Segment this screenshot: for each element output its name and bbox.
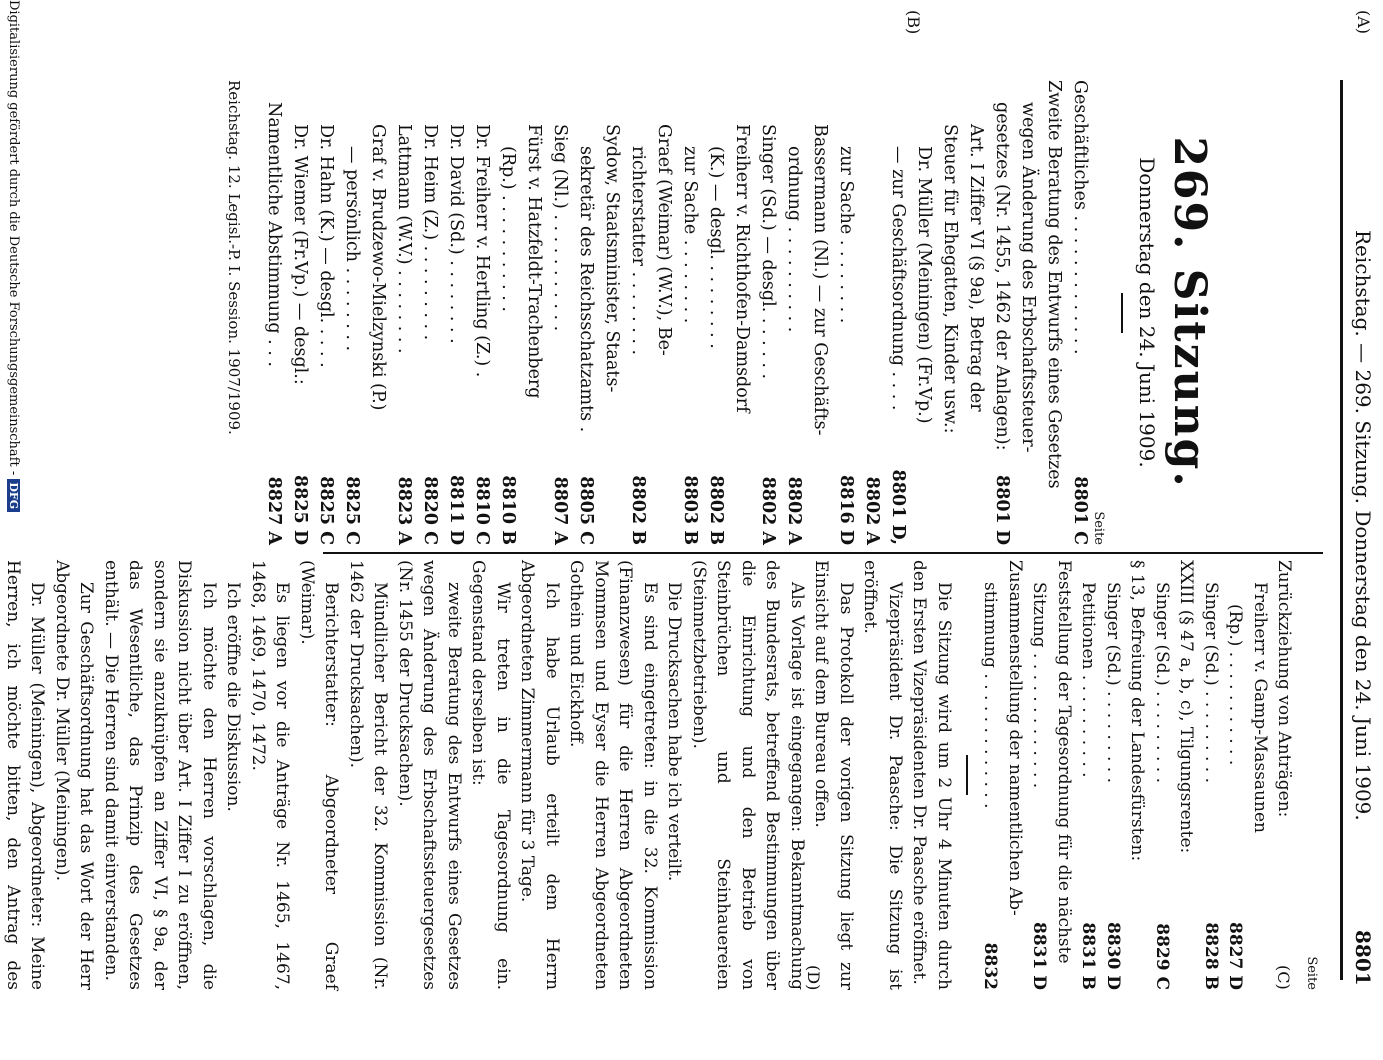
toc-entry-text: sekretär des Reichsschatzamts . [576,146,596,433]
toc-entry [833,80,859,545]
toc-entry-page: 8827 A [264,476,284,545]
toc-entry-page [599,485,625,545]
toc-entry-text: Geschäftliches . . . . . . . . . . . . . [1070,80,1090,355]
digitization-notice: Digitalisierung gefördert durch die Deutsche Forschungsgemeinschaft - DFG [1,0,21,1060]
toc-entry-page: 8825 C [316,476,336,545]
dfg-logo-icon: DFG [7,479,20,512]
toc-entry-text: Graf v. Brudzewo-Mielzynski (P.) [368,124,388,411]
toc-entry-text: Dr. Freiherr v. Hertling (Z.) . [472,124,492,378]
toc-entry [495,80,521,545]
toc-entry-page: 8802 A [758,476,778,545]
toc-entry-text: (K.) — desgl. . . . . . . . . [706,146,726,349]
toc-entry-page: 8816 D [836,475,856,545]
toc-entry-page [807,485,833,545]
running-header [1343,0,1383,1000]
toc-entry [729,80,755,545]
toc-entry-page: 8803 B [680,475,700,545]
toc-entry-page: 8829 C [1152,923,1172,990]
toc-entry-page [1052,964,1077,1024]
paragraph: Ich möchte den Herren vorschlagen, die Diskussion nicht über Art. I Ziffer I zu eröffnen, sondern sie anzuknüpfen an Ziffer VI, § 9a, der das Wesentliche, das Prinzip des Gesetzes enthält. — Die Herren sind damit einverstanden. [101,560,219,990]
toc-entry-text: ordnung . . . . . . . . . . [784,146,804,333]
session-title: 269. Sitzung. [1164,136,1215,489]
session-date: Donnerstag den 24. Juni 1909. [1135,157,1159,468]
toc-entry-page [963,485,989,545]
toc-entry-page [1041,489,1067,549]
toc-entry [963,80,989,545]
toc-entry-text: § 13, Befreiung der Landesfürsten: [1127,560,1148,862]
toc-entry-text: zur Sache . . . . . . . . [836,146,856,324]
paragraph: Es liegen vor die Anträge Nr. 1465, 1467, 1468, 1469, 1470, 1472. [248,560,293,990]
seite-label-right: Seite [1304,956,1319,990]
toc-entry [859,80,885,545]
toc-entry-page: 8820 C [420,476,440,545]
toc-entry-page: 8832 [980,942,1001,990]
toc-entry-text: Dr. Heim (Z.) . . . . . . . . . [420,124,440,341]
toc-entry-text: Dr. Hahn (K.) — desgl. . . . . [316,124,336,368]
paragraph: Die Drucksachen habe ich verteilt. [664,582,685,882]
toc-entry [521,80,547,545]
toc-entry-page [1174,930,1199,990]
column-divider [323,552,1323,554]
toc-entry-text: zur Sache . . . . . . . . [680,146,700,324]
margin-marker-b: (B) [904,10,923,35]
toc-entry-page [1003,930,1028,990]
toc-entry-text: XXIII (§ 47 a, b, c), Tilgungsrente: [1176,560,1197,854]
toc-entry-text: Art. I Ziffer VI (§ 9a), Betrag der [966,124,986,412]
toc-entry-text: Sydow, Staatsminister, Staats- [602,124,622,393]
margin-marker-a: (A) [1354,10,1373,35]
toc-entry-text: — zur Geschäftsordnung . . . . [888,146,908,411]
toc-entry [469,80,495,545]
toc-entry [807,80,833,545]
toc-entry-text: Zweite Beratung des Entwurfs eines Gesetzes [1044,80,1064,489]
toc-entry-page [521,485,547,545]
paragraph: Das Protokoll der vorigen Sitzung liegt zur Einsicht auf dem Bureau offen. [811,560,856,990]
toc-entry [1027,560,1052,990]
toc-entry-text: (Rp.) . . . . . . . . . . . [498,146,518,312]
toc-entry [703,80,729,545]
toc-entry-text: Singer (Sd.) . . . . . . . . . [1152,582,1172,783]
paragraph: Es sind eingetreten: in die 32. Kommission (Finanzwesen) für die Herren Abgeordneten Mommsen und Eyser die Herren Abgeordneten Gothein und Eickhoff. [566,560,660,990]
toc-entry-page: 8827 D [1225,922,1246,990]
toc-entry-text: Bassermann (Nl.) — zur Geschäfts- [810,124,830,436]
table-of-contents [261,80,1093,545]
toc-entry [573,80,599,545]
toc-entry [391,80,417,545]
seite-label: Seite [1091,511,1106,545]
toc-entry-text: wegen Änderung des Erbschaftssteuer- [1018,102,1038,453]
toc-entry-text: Zusammenstellung der namentlichen Ab- [1005,560,1025,916]
toc-entry-page [1248,930,1273,990]
toc-entry [1067,80,1093,545]
toc-entry [1248,560,1273,990]
paragraph: Ich eröffne die Diskussion. [223,582,244,812]
toc-entry [339,80,365,545]
toc-entry-text: Singer (Sd.) . . . . . . . . . [1103,582,1123,783]
toc-entry-text: Dr. Müller (Meiningen) (Fr.Vp.) [914,146,934,424]
toc-entry-text: Lattmann (W.V.) . . . . . . . . [394,124,414,354]
paragraph: Dr. Müller (Meiningen), Abgeordneter: Meine Herren, ich möchte bitten, den Antrag des [3,560,48,990]
toc-entry-text: Sieg (Nl.) . . . . . . . . . . . [550,124,570,332]
toc-entry-page: 8830 D [1103,922,1123,990]
page-number: 8801 [1351,930,1375,986]
toc-entry-text: Dr. Wiemer (Fr.Vp.) — desgl.: [290,124,310,385]
toc-entry-page [911,485,937,545]
toc-entry-text: Petitionen . . . . . . . . . . [1078,582,1099,778]
toc-entry-text: richterstatter . . . . . . . . [628,146,648,356]
toc-entry-page: 8802 A [862,476,882,545]
toc-entry-page [365,485,391,545]
toc-entry [978,560,1003,990]
short-rule [1121,293,1123,333]
toc-entry-page: 8811 D [446,475,466,545]
toc-entry-text: Freiherr v. Richthofen-Damsdorf [732,124,752,413]
short-rule-right [966,755,968,795]
table-of-contents-continued [978,560,1297,990]
paragraph: Zur Geschäftsordnung hat das Wort der Herr Abgeordnete Dr. Müller (Meiningen). [52,560,97,990]
toc-entry [1223,560,1248,990]
toc-entry [1101,560,1126,990]
toc-entry-page: 8807 A [550,476,570,545]
toc-entry [677,80,703,545]
toc-entry-page: 8825 D [290,475,310,545]
toc-entry-page: 8831 B [1078,922,1099,990]
paragraph: Vizepräsident Dr. Paasche: Die Sitzung ist eröffnet. [860,560,905,990]
toc-entry-page [729,485,755,545]
toc-entry [443,80,469,545]
paragraph: Berichterstatter: Abgeordneter Graef (Weimar). [297,560,342,990]
toc-entry [365,80,391,545]
toc-entry-page: 8805 C [576,476,596,545]
toc-entry-page: 8828 B [1201,922,1221,990]
toc-entry [1052,560,1077,990]
toc-entry-page: 8802 B [628,475,648,545]
toc-entry-text: Graef (Weimar) (W.V.), Be- [654,124,674,356]
toc-entry [417,80,443,545]
toc-entry-page: 8810 B [498,475,518,545]
toc-entry [885,80,911,545]
toc-entry-text: Sitzung . . . . . . . . . . . . . [1029,582,1050,789]
header-rule [1340,80,1343,980]
toc-entry [1041,80,1067,545]
toc-entry-text: (Rp.) . . . . . . . . . . . [1225,604,1246,766]
toc-entry [1199,560,1224,990]
toc-entry-page [651,485,677,545]
paragraph: zweite Beratung des Entwurfs eines Gesetzes wegen Änderung des Erbschaftssteuergesetzes (Nr. 1455 der Drucksachen). [395,560,464,990]
toc-entry-text: Zurückziehung von Anträgen: [1274,560,1295,818]
toc-entry [625,80,651,545]
toc-entry [1174,560,1199,990]
margin-marker-c: (C) [1274,965,1293,990]
toc-entry [755,80,781,545]
toc-entry [1272,560,1297,990]
toc-entry [1003,560,1028,990]
toc-entry-text: stimmung . . . . . . . . . . . . . [980,582,1001,809]
toc-entry-page: 8831 D [1029,922,1050,990]
toc-entry-page [937,485,963,545]
margin-marker-d: (D) [804,965,823,991]
toc-entry-page: 8801 C [1070,476,1090,545]
paragraph: Mündlicher Bericht der 32. Kommission (Nr. 1462 der Drucksachen). [346,560,391,990]
proceedings-text [0,560,956,990]
toc-entry-page: 8802 B [706,475,726,545]
toc-entry [313,80,339,545]
paragraph: Als Vorlage ist eingegangen: Bekanntmachung des Bundesrats, betreffend Bestimmungen über die Einrichtung und den Betrieb von Steinbrüchen und Steinhauereien (Steinmetzbetrieben). [689,560,807,990]
toc-entry [911,80,937,545]
toc-entry [651,80,677,545]
toc-entry [1015,80,1041,545]
toc-entry-page: 8810 C [472,476,492,545]
toc-entry [547,80,573,545]
paragraph: Wir treten in die Tagesordnung ein. Gegenstand derselben ist: [468,560,513,990]
toc-entry-text: Namentliche Abstimmung . . . [264,102,284,367]
toc-entry [781,80,807,545]
toc-entry-page: 8823 A [394,476,414,545]
column-left [221,80,1213,545]
toc-entry [261,80,287,545]
column-right [0,560,1323,990]
toc-entry-text: Singer (Sd.) — desgl. . . . . . . [758,124,778,380]
toc-entry-text: Fürst v. Hatzfeldt-Trachenberg [524,124,544,399]
toc-entry-text: Singer (Sd.) . . . . . . . . . [1201,582,1221,783]
toc-entry-page [1125,930,1150,990]
toc-entry-text: Steuer für Ehegatten, Kinder usw.: [940,124,960,434]
footer-line: Reichstag. 12. Legisl.-P. I. Session. 1907/1909. [225,80,243,435]
toc-entry [989,80,1015,545]
header-title: Reichstag. — 269. Sitzung. Donnerstag den 24. Juni 1909. [1351,230,1375,821]
toc-entry [1076,560,1101,990]
toc-entry-page: 8801 D, [888,469,908,545]
toc-entry-text: Freiherr v. Gamp-Massaunen [1250,582,1270,833]
toc-entry-page [1015,485,1041,545]
toc-entry [1150,560,1175,990]
toc-entry-page: 8801 D [992,475,1012,545]
toc-entry [287,80,313,545]
toc-entry-text: gesetzes (Nr. 1455, 1462 der Anlagen): [992,102,1012,451]
toc-entry-text: Dr. David (Sd.) . . . . . . . . [446,124,466,344]
toc-entry [599,80,625,545]
toc-entry-page: 8825 C [342,476,362,545]
toc-entry [1125,560,1150,990]
toc-entry [937,80,963,545]
paragraph: Ich habe Urlaub erteilt dem Herrn Abgeordneten Zimmermann für 3 Tage. [517,560,562,990]
toc-entry-page: 8802 A [784,476,804,545]
toc-entry-text: — persönlich . . . . . . . . [342,146,362,352]
paragraph: Die Sitzung wird um 2 Uhr 4 Minuten durch den Ersten Vizepräsidenten Dr. Paasche eröffnet. [909,560,954,990]
toc-entry-text: Feststellung der Tagesordnung für die nächste [1054,560,1074,964]
